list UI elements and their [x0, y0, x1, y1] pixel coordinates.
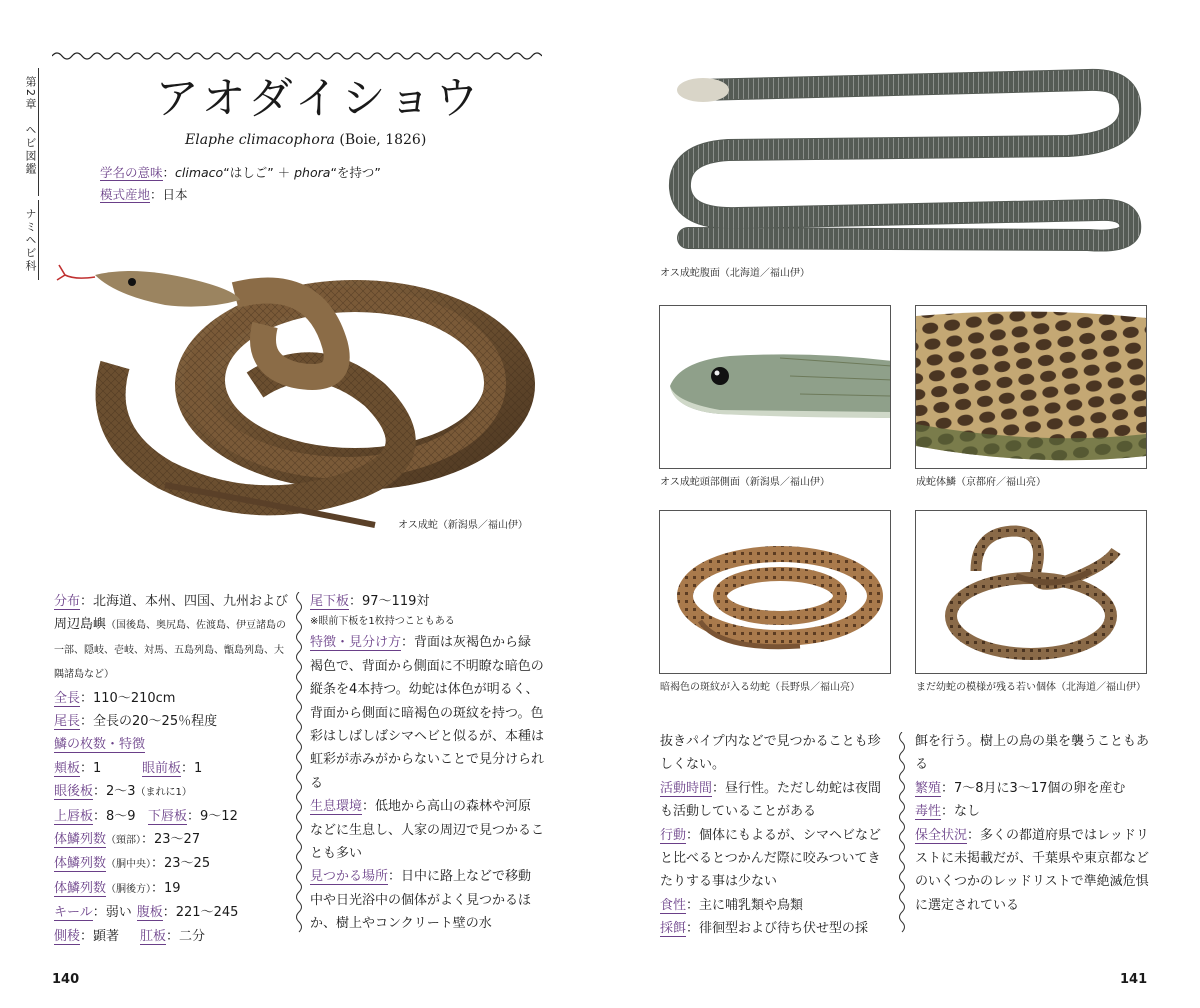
main-snake-photo	[55, 235, 545, 530]
habitat: 生息環境：低地から高山の森林や河原などに生息し、人家の周辺で見つかることも多い	[310, 799, 545, 862]
caption-head: オス成蛇頭部側面（新潟県／福山伊）	[660, 477, 830, 488]
head-photo-frame	[659, 305, 891, 469]
young-photo-frame	[915, 510, 1147, 674]
head-photo	[660, 306, 890, 468]
scales-photo-frame	[915, 305, 1147, 469]
caption-scales: 成蛇体鱗（京都府／福山亮）	[916, 477, 1046, 488]
family-label: ナミヘビ科	[24, 208, 37, 273]
lateral-anal: 側稜：顕著 肛板：二分	[54, 928, 206, 944]
text-column-1	[54, 590, 289, 948]
page-number-right: 141	[1120, 972, 1148, 987]
species-title: アオダイショウ	[155, 73, 482, 124]
keel-ventral: キール：弱い 腹板：221〜245	[54, 905, 239, 921]
behavior: 行動：個体にもよるが、シマヘビなどと比べるとつかんだ際に咬みついてきたりする事は少ない	[660, 827, 882, 890]
scientific-name: Elaphe climacophora (Boie, 1826)	[185, 132, 427, 148]
total-length: 全長：110〜210cm	[54, 690, 176, 706]
column-divider-left	[294, 592, 304, 937]
feeding-continued: 餌を行う。樹上の鳥の巣を襲うこともある	[915, 734, 1150, 773]
found-continued: 抜きパイプ内などで見つかることも珍しくない。	[660, 734, 881, 773]
breeding: 繁殖：7〜8月に3〜17個の卵を産む	[915, 780, 1126, 796]
activity: 活動時間：昼行性。ただし幼蛇は夜間も活動していることがある	[660, 780, 882, 820]
text-column-3	[660, 730, 892, 941]
rows-post: 体鱗列数（胴後方）：19	[54, 880, 181, 896]
labials: 上唇板：8〜9 下唇板：9〜12	[54, 808, 238, 824]
text-column-4	[915, 730, 1149, 917]
conservation: 保全状況：多くの都道府県ではレッドリストに未掲載だが、千葉県や東京都などのいくつかのレッドリストで準絶滅危惧に選定されている	[915, 827, 1150, 913]
subcaudal-note: ※眼前下板を1枚持つこともある	[310, 616, 455, 628]
scales-heading: 鱗の枚数・特徴	[54, 737, 146, 753]
venom: 毒性：なし	[915, 804, 981, 820]
juvenile-photo	[660, 511, 890, 673]
found-place: 見つかる場所：日中に路上などで移動中や日光浴中の個体がよく見つかるほか、樹上やコンクリート壁の水	[310, 869, 532, 932]
tail-length: 尾長：全長の20〜25％程度	[54, 714, 218, 730]
rows-mid: 体鱗列数（胴中央）：23〜25	[54, 856, 211, 872]
feeding: 採餌：徘徊型および待ち伏せ型の採	[660, 921, 869, 937]
caption-juvenile: 暗褐色の斑紋が入る幼蛇（長野県／福山亮）	[660, 682, 860, 693]
diet: 食性：主に哺乳類や鳥類	[660, 897, 804, 913]
caption-ventral: オス成蛇腹面（北海道／福山伊）	[660, 268, 810, 279]
ventral-photo	[668, 58, 1148, 258]
scales-photo	[916, 306, 1146, 468]
distribution: 分布：北海道、本州、四国、九州および周辺島嶼（国後島、奥尻島、佐渡島、伊豆諸島の一部、隠岐、壱岐、対馬、五島列島、甑島列島、大隅諸島など）	[54, 594, 289, 681]
caption-main: オス成蛇（新潟県／福山伊）	[398, 520, 528, 531]
juvenile-photo-frame	[659, 510, 891, 674]
young-photo	[916, 511, 1146, 673]
wavy-divider	[52, 50, 542, 62]
postocular: 眼後板：2〜3（まれに1）	[54, 784, 192, 800]
type-locality: 模式産地：日本	[100, 187, 188, 202]
name-meaning: 学名の意味：climaco“はしご” ＋ phora“を持つ”	[100, 165, 381, 180]
features: 特徴・見分け方：背面は灰褐色から緑褐色で、背面から側面に不明瞭な暗色の縦条を4本持つ。幼蛇は体色が明るく、背面から側面に暗褐色の斑紋を持つ。色彩はしばしばシマヘビと似るが、本種は虹彩が赤みがからないことで見分けられる	[310, 635, 545, 791]
text-column-2	[310, 590, 544, 936]
rows-neck: 体鱗列数（頸部）：23〜27	[54, 832, 201, 848]
caption-young: まだ幼蛇の模様が残る若い個体（北海道／福山伊）	[916, 682, 1146, 693]
column-divider-right	[897, 732, 907, 937]
loreal-preocular: 頬板：1 眼前板：1	[54, 760, 203, 776]
page-number-left: 140	[52, 972, 80, 987]
subcaudal: 尾下板：97〜119対	[310, 594, 430, 609]
chapter-label: 第2章 ヘビ図鑑	[24, 76, 37, 176]
